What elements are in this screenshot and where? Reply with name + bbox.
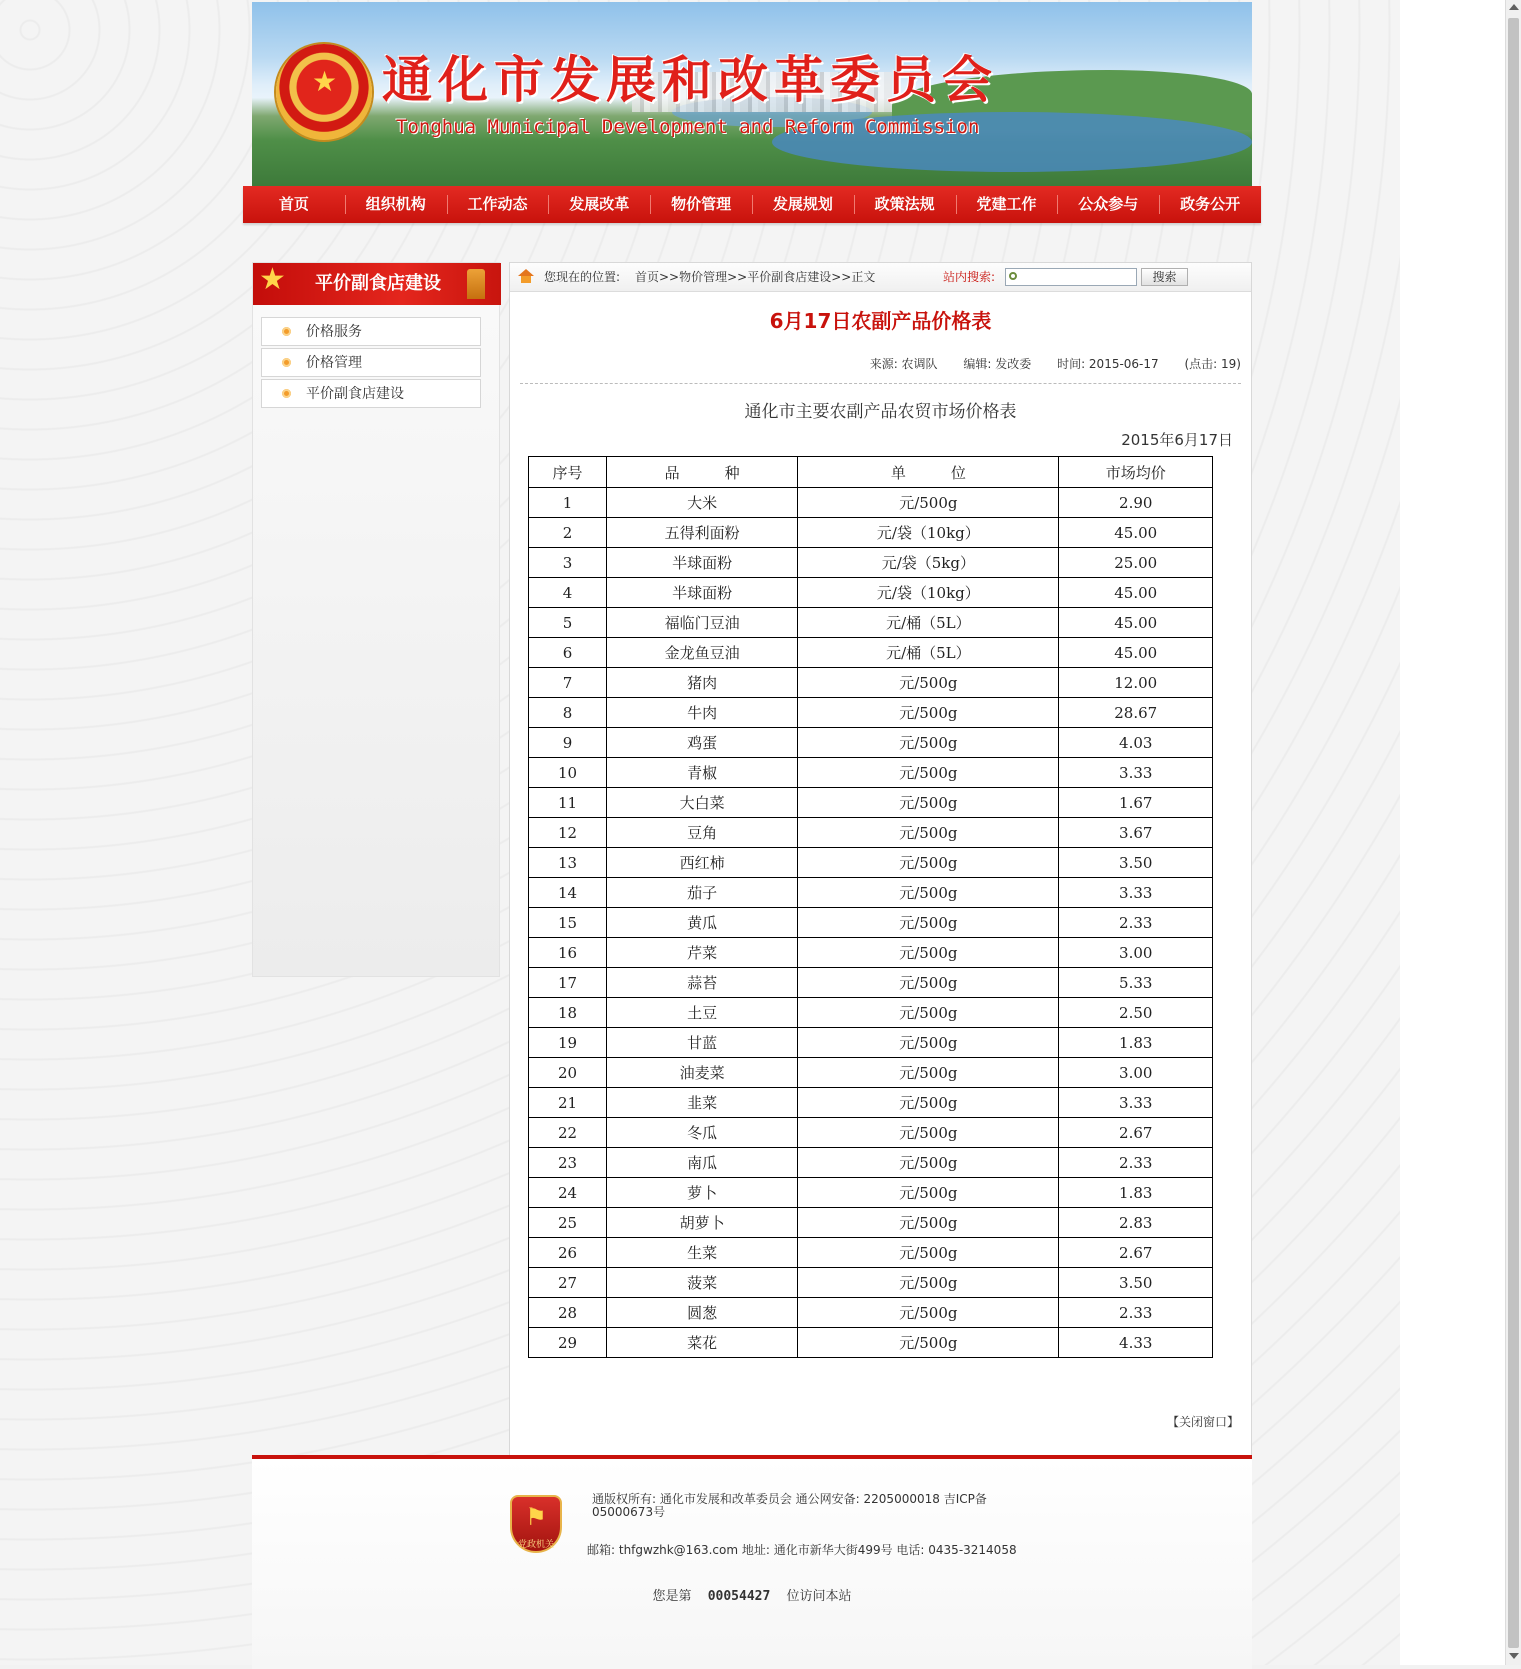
nav-item-government-affairs[interactable]: 政务公开 xyxy=(1159,186,1261,223)
row-index-cell: 5 xyxy=(529,608,607,638)
table-row xyxy=(529,488,1213,518)
product-name-cell: 五得利面粉 xyxy=(607,518,798,548)
row-index-cell: 23 xyxy=(529,1148,607,1178)
table-row xyxy=(529,758,1213,788)
star-icon: ★ xyxy=(312,65,338,98)
price-cell: 5.33 xyxy=(1059,968,1213,998)
product-name-cell: 半球面粉 xyxy=(607,548,798,578)
price-cell: 3.00 xyxy=(1059,938,1213,968)
price-cell: 2.83 xyxy=(1059,1208,1213,1238)
price-cell: 2.67 xyxy=(1059,1118,1213,1148)
row-index-cell: 18 xyxy=(529,998,607,1028)
product-name-cell: 青椒 xyxy=(607,758,798,788)
price-cell: 45.00 xyxy=(1059,638,1213,668)
table-row xyxy=(529,1148,1213,1178)
table-row xyxy=(529,1268,1213,1298)
government-badge-icon xyxy=(510,1495,562,1553)
table-row xyxy=(529,728,1213,758)
product-name-cell: 油麦菜 xyxy=(607,1058,798,1088)
table-row xyxy=(529,698,1213,728)
unit-cell: 元/500g xyxy=(798,848,1059,878)
table-row xyxy=(529,1058,1213,1088)
unit-cell: 元/500g xyxy=(798,1028,1059,1058)
unit-cell: 元/500g xyxy=(798,1148,1059,1178)
vertical-scrollbar[interactable] xyxy=(1505,0,1521,1665)
sidebar-item-affordable-store[interactable] xyxy=(261,379,481,408)
product-name-cell: 福临门豆油 xyxy=(607,608,798,638)
product-name-cell: 生菜 xyxy=(607,1238,798,1268)
unit-cell: 元/500g xyxy=(798,998,1059,1028)
home-icon xyxy=(518,269,534,283)
scroll-down-arrow-icon[interactable] xyxy=(1509,1653,1519,1659)
unit-cell: 元/500g xyxy=(798,698,1059,728)
unit-cell: 元/500g xyxy=(798,1208,1059,1238)
unit-cell: 元/500g xyxy=(798,488,1059,518)
article-time: 时间: 2015-06-17 xyxy=(1057,357,1159,371)
breadcrumb-label: 您现在的位置: xyxy=(544,270,621,284)
price-cell: 12.00 xyxy=(1059,668,1213,698)
unit-cell: 元/500g xyxy=(798,908,1059,938)
nav-item-organization[interactable]: 组织机构 xyxy=(345,186,447,223)
product-name-cell: 豆角 xyxy=(607,818,798,848)
nav-item-home[interactable]: 首页 xyxy=(278,195,309,213)
price-cell: 2.67 xyxy=(1059,1238,1213,1268)
row-index-cell: 1 xyxy=(529,488,607,518)
product-name-cell: 鸡蛋 xyxy=(607,728,798,758)
sidebar-item-price-service[interactable] xyxy=(261,317,481,346)
unit-cell: 元/500g xyxy=(798,818,1059,848)
table-row xyxy=(529,518,1213,548)
product-name-cell: 大米 xyxy=(607,488,798,518)
badge-text: 党政机关 xyxy=(517,1540,554,1550)
table-date: 2015年6月17日 xyxy=(1121,431,1233,449)
close-window-link[interactable]: 【关闭窗口】 xyxy=(1166,1415,1239,1429)
product-name-cell: 半球面粉 xyxy=(607,578,798,608)
price-cell: 1.67 xyxy=(1059,788,1213,818)
row-index-cell: 6 xyxy=(529,638,607,668)
sidebar xyxy=(252,262,500,977)
product-name-cell: 西红柿 xyxy=(607,848,798,878)
unit-cell: 元/桶（5L） xyxy=(798,638,1059,668)
unit-cell: 元/500g xyxy=(798,1298,1059,1328)
unit-cell: 元/500g xyxy=(798,728,1059,758)
table-row xyxy=(529,548,1213,578)
table-row xyxy=(529,788,1213,818)
row-index-cell: 24 xyxy=(529,1178,607,1208)
table-row xyxy=(529,1178,1213,1208)
price-cell: 3.33 xyxy=(1059,758,1213,788)
row-index-cell: 16 xyxy=(529,938,607,968)
row-index-cell: 15 xyxy=(529,908,607,938)
price-cell: 3.50 xyxy=(1059,848,1213,878)
price-cell: 2.33 xyxy=(1059,1148,1213,1178)
price-table xyxy=(528,456,1213,1358)
product-name-cell: 冬瓜 xyxy=(607,1118,798,1148)
visit-prefix: 您是第 xyxy=(652,1589,692,1604)
row-index-cell: 14 xyxy=(529,878,607,908)
search-input[interactable] xyxy=(1005,268,1137,286)
unit-cell: 元/500g xyxy=(798,1328,1059,1358)
table-row xyxy=(529,638,1213,668)
footer-copyright: 通版权所有: 通化市发展和改革委员会 通公网安备: 2205000018 吉ICP备05000673号 xyxy=(592,1492,987,1519)
product-name-cell: 圆葱 xyxy=(607,1298,798,1328)
row-index-cell: 27 xyxy=(529,1268,607,1298)
scroll-up-arrow-icon[interactable] xyxy=(1509,4,1519,10)
table-row xyxy=(529,878,1213,908)
price-cell: 3.67 xyxy=(1059,818,1213,848)
product-name-cell: 菜花 xyxy=(607,1328,798,1358)
unit-cell: 元/袋（10kg） xyxy=(798,518,1059,548)
table-row xyxy=(529,908,1213,938)
row-index-cell: 22 xyxy=(529,1118,607,1148)
product-name-cell: 蒜苔 xyxy=(607,968,798,998)
search-button[interactable]: 搜索 xyxy=(1141,268,1188,286)
unit-cell: 元/500g xyxy=(798,1178,1059,1208)
column-header: 市场均价 xyxy=(1059,457,1213,488)
product-name-cell: 猪肉 xyxy=(607,668,798,698)
product-name-cell: 胡萝卜 xyxy=(607,1208,798,1238)
unit-cell: 元/袋（5kg） xyxy=(798,548,1059,578)
row-index-cell: 10 xyxy=(529,758,607,788)
table-row xyxy=(529,1118,1213,1148)
main-content xyxy=(509,262,1252,1487)
visit-counter xyxy=(252,1585,1252,1604)
window-blank-area xyxy=(1400,0,1521,1665)
price-cell: 2.90 xyxy=(1059,488,1213,518)
table-row xyxy=(529,1088,1213,1118)
table-header-row xyxy=(529,457,1213,488)
nav-item-policies-regulations[interactable]: 政策法规 xyxy=(854,186,956,223)
product-name-cell: 大白菜 xyxy=(607,788,798,818)
flag-icon xyxy=(467,269,485,299)
product-name-cell: 金龙鱼豆油 xyxy=(607,638,798,668)
column-header: 品 种 xyxy=(607,457,798,488)
visit-count: 00054427 xyxy=(707,1589,771,1604)
footer-contact: 邮箱: thfgwzhk@163.com 地址: 通化市新华大街499号 电话: 0435-3214058 xyxy=(587,1543,1017,1557)
nav-item-development-reform[interactable]: 发展改革 xyxy=(548,186,650,223)
table-row xyxy=(529,938,1213,968)
product-name-cell: 韭菜 xyxy=(607,1088,798,1118)
article-editor: 编辑: 发改委 xyxy=(963,357,1032,371)
bullet-icon xyxy=(282,327,291,336)
visit-suffix: 位访问本站 xyxy=(786,1589,852,1604)
price-cell: 1.83 xyxy=(1059,1028,1213,1058)
article-meta xyxy=(848,355,1241,372)
badge-glyph-icon: ⚑ xyxy=(525,1503,547,1531)
row-index-cell: 2 xyxy=(529,518,607,548)
national-emblem-icon xyxy=(276,44,372,140)
column-header: 序号 xyxy=(529,457,607,488)
nav-item-price-management[interactable]: 物价管理 xyxy=(650,186,752,223)
scroll-thumb[interactable] xyxy=(1508,18,1519,1648)
price-cell: 2.50 xyxy=(1059,998,1213,1028)
row-index-cell: 20 xyxy=(529,1058,607,1088)
product-name-cell: 南瓜 xyxy=(607,1148,798,1178)
nav-item-work-news[interactable]: 工作动态 xyxy=(447,186,549,223)
unit-cell: 元/500g xyxy=(798,1088,1059,1118)
article-title: 6月17日农副产品价格表 xyxy=(769,309,992,333)
product-name-cell: 土豆 xyxy=(607,998,798,1028)
product-name-cell: 甘蓝 xyxy=(607,1028,798,1058)
search-label: 站内搜索: xyxy=(943,270,996,284)
price-cell: 4.03 xyxy=(1059,728,1213,758)
price-cell: 45.00 xyxy=(1059,518,1213,548)
price-cell: 45.00 xyxy=(1059,608,1213,638)
table-body xyxy=(529,488,1213,1358)
footer xyxy=(252,1455,1252,1669)
price-cell: 3.00 xyxy=(1059,1058,1213,1088)
price-cell: 3.33 xyxy=(1059,878,1213,908)
column-header: 单 位 xyxy=(798,457,1059,488)
unit-cell: 元/桶（5L） xyxy=(798,608,1059,638)
product-name-cell: 萝卜 xyxy=(607,1178,798,1208)
price-cell: 1.83 xyxy=(1059,1178,1213,1208)
nav-item-public-participation[interactable]: 公众参与 xyxy=(1057,186,1159,223)
row-index-cell: 21 xyxy=(529,1088,607,1118)
unit-cell: 元/500g xyxy=(798,1118,1059,1148)
row-index-cell: 12 xyxy=(529,818,607,848)
row-index-cell: 17 xyxy=(529,968,607,998)
nav-item-party-building[interactable]: 党建工作 xyxy=(956,186,1058,223)
price-cell: 45.00 xyxy=(1059,578,1213,608)
price-cell: 4.33 xyxy=(1059,1328,1213,1358)
search-icon xyxy=(1009,272,1017,280)
row-index-cell: 7 xyxy=(529,668,607,698)
table-title: 通化市主要农副产品农贸市场价格表 xyxy=(744,402,1017,422)
row-index-cell: 29 xyxy=(529,1328,607,1358)
table-row xyxy=(529,818,1213,848)
unit-cell: 元/500g xyxy=(798,968,1059,998)
table-row xyxy=(529,1298,1213,1328)
site-banner xyxy=(252,2,1252,186)
sidebar-list xyxy=(261,317,481,410)
unit-cell: 元/500g xyxy=(798,1058,1059,1088)
price-cell: 3.50 xyxy=(1059,1268,1213,1298)
unit-cell: 元/500g xyxy=(798,1268,1059,1298)
table-row xyxy=(529,1238,1213,1268)
table-row xyxy=(529,1328,1213,1358)
row-index-cell: 25 xyxy=(529,1208,607,1238)
price-cell: 2.33 xyxy=(1059,908,1213,938)
price-cell: 3.33 xyxy=(1059,1088,1213,1118)
star-icon: ★ xyxy=(259,262,286,297)
table-row xyxy=(529,848,1213,878)
site-subtitle: Tonghua Municipal Development and Reform Commission xyxy=(396,116,980,138)
table-row xyxy=(529,578,1213,608)
price-cell: 28.67 xyxy=(1059,698,1213,728)
unit-cell: 元/袋（10kg） xyxy=(798,578,1059,608)
table-row xyxy=(529,1028,1213,1058)
article-source: 来源: 农调队 xyxy=(869,357,938,371)
sidebar-item-price-management[interactable] xyxy=(261,348,481,377)
main-nav xyxy=(243,186,1261,223)
product-name-cell: 菠菜 xyxy=(607,1268,798,1298)
table-row xyxy=(529,608,1213,638)
unit-cell: 元/500g xyxy=(798,878,1059,908)
unit-cell: 元/500g xyxy=(798,1238,1059,1268)
sidebar-title: 平价副食店建设 xyxy=(315,273,441,294)
sidebar-item-label: 平价副食店建设 xyxy=(306,386,404,402)
unit-cell: 元/500g xyxy=(798,668,1059,698)
row-index-cell: 11 xyxy=(529,788,607,818)
price-cell: 2.33 xyxy=(1059,1298,1213,1328)
sidebar-header xyxy=(253,263,501,305)
product-name-cell: 茄子 xyxy=(607,878,798,908)
sidebar-item-label: 价格服务 xyxy=(306,324,362,340)
product-name-cell: 牛肉 xyxy=(607,698,798,728)
breadcrumb[interactable]: 首页>>物价管理>>平价副食店建设>>正文 xyxy=(635,270,876,284)
unit-cell: 元/500g xyxy=(798,758,1059,788)
product-name-cell: 黄瓜 xyxy=(607,908,798,938)
row-index-cell: 9 xyxy=(529,728,607,758)
row-index-cell: 13 xyxy=(529,848,607,878)
product-name-cell: 芹菜 xyxy=(607,938,798,968)
bullet-icon xyxy=(282,389,291,398)
table-row xyxy=(529,668,1213,698)
divider xyxy=(520,383,1241,384)
row-index-cell: 28 xyxy=(529,1298,607,1328)
row-index-cell: 3 xyxy=(529,548,607,578)
bullet-icon xyxy=(282,358,291,367)
article-clicks: (点击: 19) xyxy=(1184,357,1241,371)
breadcrumb-bar xyxy=(510,263,1251,292)
site-title: 通化市发展和改革委员会 xyxy=(382,50,998,109)
table-row xyxy=(529,968,1213,998)
nav-item-development-planning[interactable]: 发展规划 xyxy=(752,186,854,223)
unit-cell: 元/500g xyxy=(798,938,1059,968)
row-index-cell: 8 xyxy=(529,698,607,728)
table-row xyxy=(529,1208,1213,1238)
unit-cell: 元/500g xyxy=(798,788,1059,818)
price-cell: 25.00 xyxy=(1059,548,1213,578)
row-index-cell: 19 xyxy=(529,1028,607,1058)
row-index-cell: 26 xyxy=(529,1238,607,1268)
table-row xyxy=(529,998,1213,1028)
row-index-cell: 4 xyxy=(529,578,607,608)
sidebar-item-label: 价格管理 xyxy=(306,355,362,371)
